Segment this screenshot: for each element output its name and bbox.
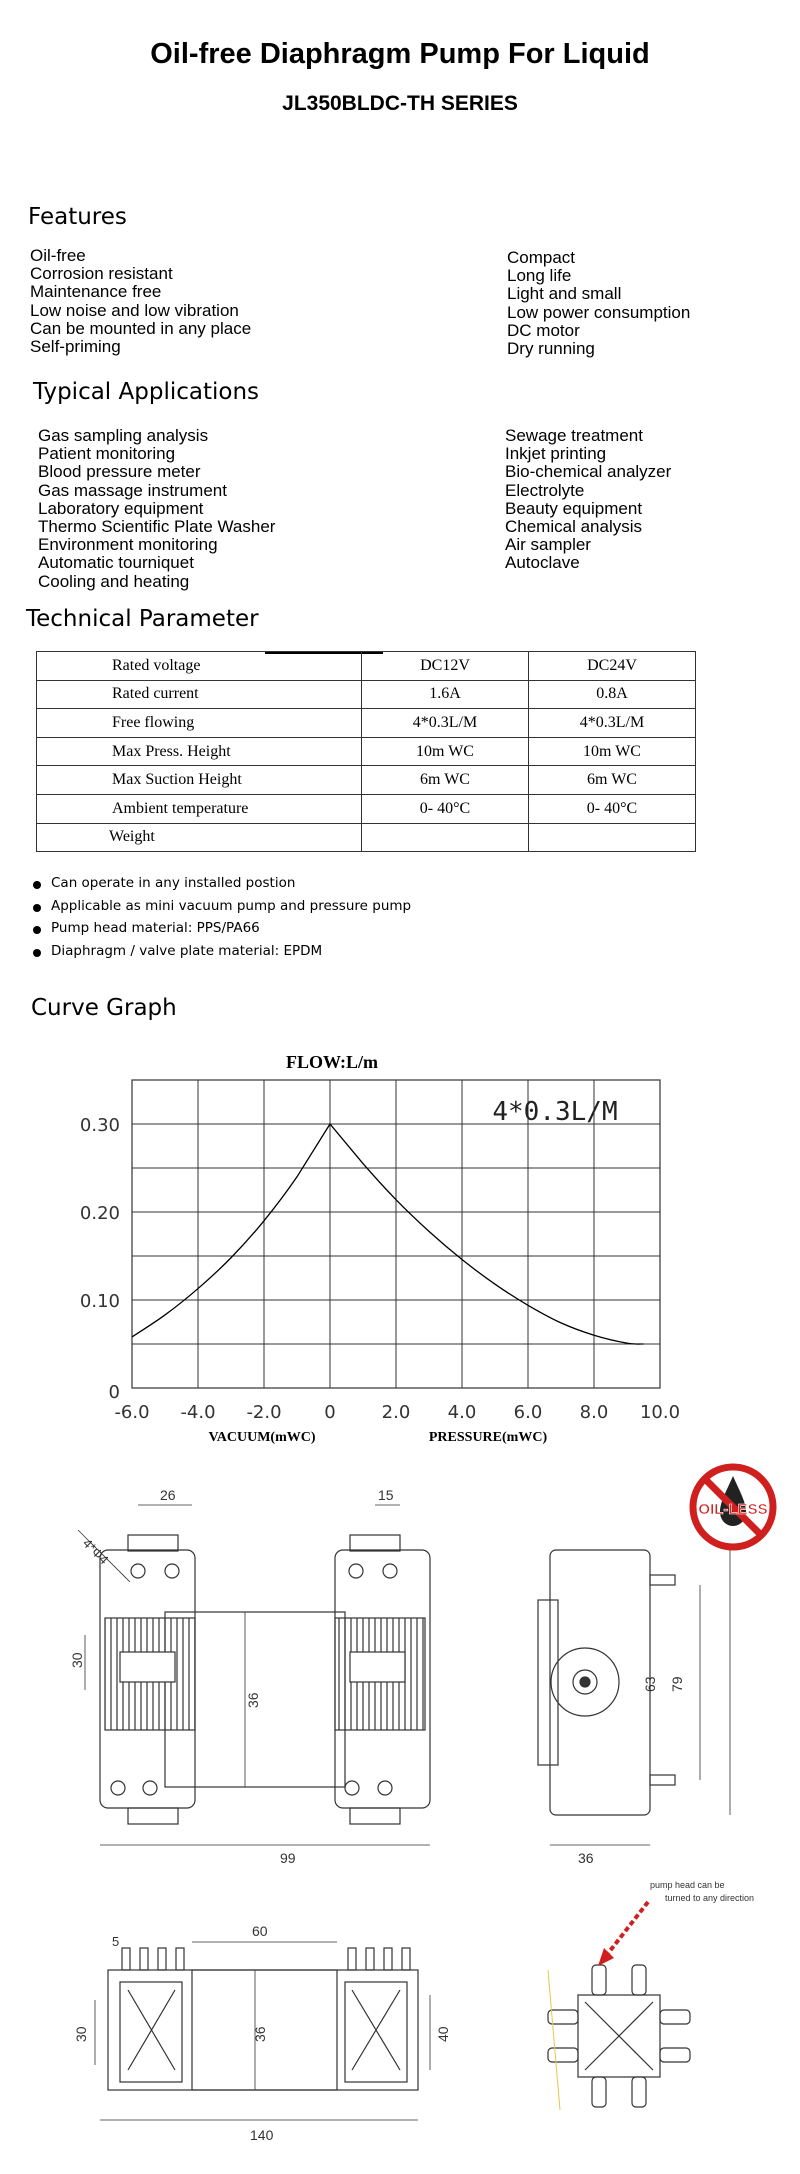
chart-legend-text: 4*0.3L/M — [492, 1097, 618, 1127]
nozzle-icon — [632, 2077, 646, 2107]
dim-60-label: 60 — [252, 1923, 268, 1939]
screw-icon — [349, 1564, 363, 1578]
param-label: Max Press. Height — [37, 737, 362, 766]
param-dc24v: 4*0.3L/M — [529, 709, 696, 738]
side-view-drawing — [538, 1550, 730, 1845]
right-port-bottom — [350, 1808, 400, 1824]
param-dc24v: 0.8A — [529, 680, 696, 709]
rotation-note: pump head can be turned to any direction — [650, 1880, 755, 1903]
list-item: Gas massage instrument — [38, 480, 227, 500]
side-dim-36-label: 36 — [578, 1850, 594, 1866]
y-tick-label: 0 — [108, 1382, 120, 1403]
left-port-top — [128, 1535, 178, 1551]
nozzle-icon — [140, 1948, 148, 1970]
left-label-plate — [120, 1652, 175, 1682]
right-label-plate — [350, 1652, 405, 1682]
screw-icon — [378, 1781, 392, 1795]
list-item: Blood pressure meter — [38, 462, 201, 482]
param-dc24v: 10m WC — [529, 737, 696, 766]
bullet-icon — [33, 926, 41, 934]
list-item: Compact — [507, 248, 576, 267]
dim-99-label: 99 — [280, 1850, 296, 1866]
note-text: Can operate in any installed postion — [51, 875, 296, 891]
list-item: Low noise and low vibration — [30, 300, 239, 320]
screw-icon — [111, 1781, 125, 1795]
list-item: DC motor — [507, 320, 580, 340]
nozzle-icon — [632, 1965, 646, 1995]
list-item: Inkjet printing — [505, 444, 607, 464]
param-label: Rated current — [37, 680, 362, 709]
screw-icon — [345, 1781, 359, 1795]
list-item: Sewage treatment — [505, 426, 643, 445]
list-item: Thermo Scientific Plate Washer — [38, 517, 276, 537]
note-item — [30, 920, 411, 943]
side-port-bottom — [650, 1775, 675, 1785]
x-tick-label: -2.0 — [246, 1402, 282, 1423]
page-title: Oil-free Diaphragm Pump For Liquid — [150, 38, 650, 70]
side-port-top — [650, 1575, 675, 1585]
note-item — [30, 875, 411, 898]
bottom-dim-36-label: 36 — [252, 2026, 268, 2042]
bottom-dim-30-label: 30 — [73, 2026, 89, 2042]
features-right-list — [507, 249, 690, 358]
nozzle-icon — [548, 2048, 578, 2062]
note-text: Diaphragm / valve plate material: EPDM — [51, 942, 323, 959]
param-dc12v: 4*0.3L/M — [362, 709, 529, 738]
param-label: Max Suction Height — [37, 766, 362, 795]
x-tick-label: 6.0 — [513, 1402, 543, 1423]
right-port-top — [350, 1535, 400, 1551]
x-tick-label: -4.0 — [180, 1402, 216, 1423]
list-item: Air sampler — [505, 535, 591, 555]
note-text: Applicable as mini vacuum pump and pressure pump — [51, 897, 412, 914]
nozzle-icon — [660, 2010, 690, 2024]
param-dc12v: 0- 40°C — [362, 794, 529, 823]
table-row — [37, 794, 696, 823]
bullet-icon — [33, 904, 41, 912]
technical-heading: Technical Parameter — [26, 606, 259, 632]
chart-tick-labels — [80, 1115, 680, 1423]
list-item: Laboratory equipment — [38, 498, 204, 518]
note-item — [30, 898, 411, 921]
list-item: Beauty equipment — [505, 498, 643, 518]
y-tick-label: 0.20 — [79, 1203, 120, 1224]
dim-40-label: 40 — [435, 2026, 451, 2042]
table-row — [37, 737, 696, 766]
nozzle-icon — [158, 1948, 166, 1970]
rotation-view-drawing — [548, 1965, 690, 2110]
side-flange — [538, 1600, 558, 1765]
x-tick-label: 4.0 — [447, 1402, 477, 1423]
nozzle-icon — [660, 2048, 690, 2062]
param-dc12v: 1.6A — [362, 680, 529, 709]
param-label: Weight — [37, 823, 362, 852]
dim-36-label: 36 — [245, 1692, 261, 1708]
note-text: Pump head material: PPS/PA66 — [51, 920, 260, 936]
screw-icon — [383, 1564, 397, 1578]
dim-26-label: 26 — [160, 1487, 176, 1503]
nozzle-icon — [592, 2077, 606, 2107]
table-row — [37, 766, 696, 795]
param-label: Free flowing — [37, 709, 362, 738]
series-subtitle: JL350BLDC-TH SERIES — [282, 92, 518, 115]
nozzle-icon — [384, 1948, 392, 1970]
nozzle-icon — [122, 1948, 130, 1970]
param-dc24v: 6m WC — [529, 766, 696, 795]
spec-notes — [30, 875, 411, 965]
dim-79-label: 79 — [669, 1676, 685, 1692]
applications-left-list — [38, 427, 275, 591]
list-item: Electrolyte — [505, 480, 585, 500]
x-tick-label: 2.0 — [381, 1402, 411, 1423]
dim-15-label: 15 — [378, 1487, 394, 1503]
flow-curve-line — [132, 1124, 644, 1344]
list-item: Automatic tourniquet — [38, 553, 194, 573]
iso-cross — [585, 2002, 653, 2070]
table-row — [37, 680, 696, 709]
list-item: Patient monitoring — [38, 444, 176, 464]
x-axis-label-vacuum: VACUUM(mWC) — [208, 1430, 316, 1445]
applications-heading: Typical Applications — [33, 379, 260, 405]
param-dc24v: DC24V — [529, 652, 696, 681]
rotation-arrow-icon — [606, 1902, 648, 1956]
shaft-center-icon — [580, 1677, 590, 1687]
list-item: Light and small — [507, 284, 622, 304]
dim-30-label: 30 — [69, 1652, 85, 1668]
param-dc12v: 10m WC — [362, 737, 529, 766]
dim-140-label: 140 — [250, 2127, 274, 2143]
note-item — [30, 943, 411, 966]
table-row — [37, 823, 696, 852]
side-body — [550, 1550, 650, 1815]
right-head-cross — [352, 1990, 400, 2070]
features-left-list — [30, 247, 251, 356]
x-tick-label: 8.0 — [579, 1402, 609, 1423]
dimension-drawings — [0, 1470, 800, 2150]
nozzle-icon — [176, 1948, 184, 1970]
list-item: Corrosion resistant — [30, 264, 173, 284]
chart-title: FLOW:L/m — [285, 1052, 379, 1072]
dim-63-label: 63 — [642, 1676, 658, 1692]
list-item: Cooling and heating — [38, 571, 190, 591]
top-view-drawing — [78, 1505, 430, 1845]
y-tick-label: 0.10 — [79, 1291, 120, 1312]
nozzle-icon — [402, 1948, 410, 1970]
list-item: Maintenance free — [30, 282, 162, 302]
flow-curve-chart — [0, 1040, 800, 1460]
param-dc24v: 0- 40°C — [529, 794, 696, 823]
list-item: Chemical analysis — [505, 517, 642, 537]
list-item: Oil-free — [30, 246, 86, 265]
x-tick-label: -6.0 — [114, 1402, 150, 1423]
x-tick-label: 0 — [324, 1402, 336, 1423]
badge-text: OIL-LESS — [698, 1501, 768, 1518]
list-item: Low power consumption — [507, 302, 691, 322]
curve-heading: Curve Graph — [31, 995, 177, 1021]
list-item: Dry running — [507, 339, 595, 359]
param-dc12v: 6m WC — [362, 766, 529, 795]
dim-5-label: 5 — [112, 1934, 120, 1949]
x-tick-label: 10.0 — [639, 1402, 681, 1423]
table-row — [37, 652, 696, 681]
param-label: Rated voltage — [37, 652, 362, 681]
list-item: Environment monitoring — [38, 535, 218, 555]
list-item: Self-priming — [30, 337, 121, 357]
applications-right-list — [505, 427, 671, 573]
nozzle-icon — [348, 1948, 356, 1970]
table-row — [37, 709, 696, 738]
list-item: Bio-chemical analyzer — [505, 462, 672, 482]
param-dc12v: DC12V — [362, 652, 529, 681]
left-head-cross — [128, 1990, 175, 2070]
list-item: Can be mounted in any place — [30, 318, 252, 338]
screw-icon — [131, 1564, 145, 1578]
nozzle-icon — [592, 1965, 606, 1995]
param-label: Ambient temperature — [37, 794, 362, 823]
list-item: Long life — [507, 266, 572, 286]
list-item: Autoclave — [505, 553, 580, 573]
dim-holes-label: 4*Φ4 — [79, 1535, 112, 1568]
x-axis-label-pressure: PRESSURE(mWC) — [428, 1430, 548, 1445]
left-port-bottom — [128, 1808, 178, 1824]
features-heading: Features — [28, 204, 127, 230]
param-dc24v — [529, 823, 696, 852]
y-tick-label: 0.30 — [79, 1115, 120, 1136]
bullet-icon — [33, 949, 41, 957]
screw-icon — [143, 1781, 157, 1795]
nozzle-icon — [366, 1948, 374, 1970]
technical-table — [36, 651, 696, 852]
list-item: Gas sampling analysis — [38, 426, 209, 445]
screw-icon — [165, 1564, 179, 1578]
bullet-icon — [33, 881, 41, 889]
guide-line — [548, 1970, 560, 2110]
param-dc12v — [362, 823, 529, 852]
